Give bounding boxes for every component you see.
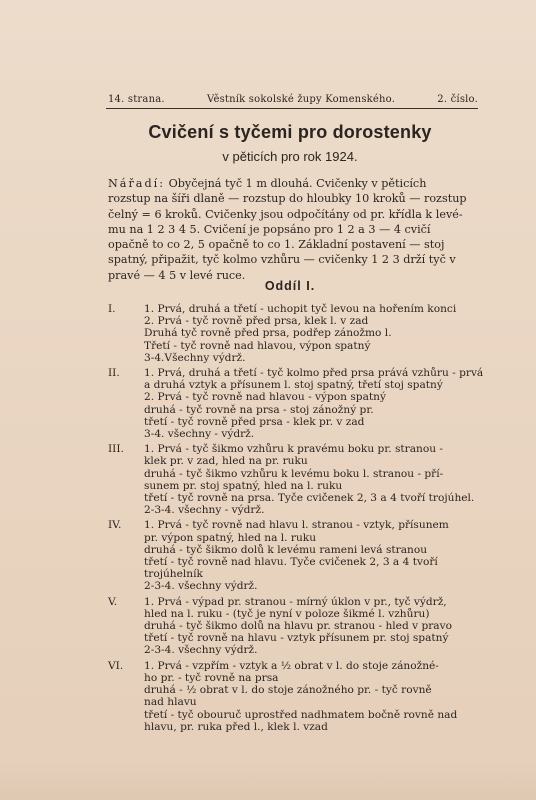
exercise-line: druhá - tyč šikmo dolů k levému rameni levá stranou: [144, 543, 428, 556]
exercise-line: 1. Prvá - tyč rovně nad hlavu l. stranou - vztyk, přísunem: [144, 519, 449, 532]
exercise-numeral: II.: [108, 367, 120, 380]
paper-edge-shading: [0, 760, 536, 800]
page-subtitle: v pěticích pro rok 1924.: [222, 149, 358, 164]
exercise-line: klek pr. v zad, hled na pr. ruku: [144, 455, 308, 468]
exercise-line: trojúhelník: [144, 568, 203, 581]
exercise-numeral: V.: [108, 595, 118, 608]
exercise-text: [144, 443, 486, 516]
exercise-item: [108, 303, 486, 364]
exercise-numeral: IV.: [108, 519, 122, 532]
exercise-line: 1. Prvá, druhá a třetí - uchopit tyč levou na hořením konci: [144, 303, 457, 315]
exercise-text: [144, 519, 486, 592]
exercise-numeral: I.: [108, 303, 116, 315]
exercise-line: druhá - ½ obrat v l. do stoje zánožného pr. - tyč rovně: [144, 684, 432, 697]
exercise-line: 3-4.Všechny výdrž.: [144, 351, 246, 364]
exercise-item: [108, 443, 486, 516]
exercise-line: 1. Prvá, druhá a třetí - tyč kolmo před prsa prává vzhůru - prvá: [144, 367, 484, 380]
exercise-line: 1. Prvá - tyč šikmo vzhůru k pravému boku pr. stranou -: [144, 443, 443, 456]
exercise-line: 2-3-4. všechny - výdrž.: [144, 504, 265, 517]
exercise-line: pr. výpon spatný, hled na l. ruku: [144, 531, 317, 544]
exercise-line: třetí - tyč obouruč uprostřed nadhmatem bočně rovně nad: [144, 708, 458, 721]
intro-line-text: Obyčejná tyč 1 m dlouhá. Cvičenky v pěticích: [168, 177, 427, 190]
exercise-line: 2. Prvá - tyč rovně nad hlavou - výpon spatný: [144, 391, 386, 404]
journal-name: Věstník sokolské župy Komenského.: [206, 94, 396, 105]
exercise-text: [144, 596, 486, 657]
exercise-line: 2-3-4. všechny výdrž.: [144, 644, 258, 657]
header-rule: [106, 108, 478, 109]
exercise-line: nad hlavu: [144, 696, 197, 709]
exercise-line: 2-3-4. všechny výdrž.: [144, 580, 258, 593]
exercise-numeral: VI.: [108, 659, 124, 672]
section-heading: Oddíl I.: [264, 279, 316, 293]
exercise-line: 1. Prvá - vzpřím - vztyk a ½ obrat v l. do stoje zánožné-: [144, 659, 439, 672]
exercise-item: [108, 367, 486, 440]
exercise-line: ho pr. - tyč rovně na prsa: [144, 671, 279, 684]
exercise-numeral: III.: [108, 443, 124, 456]
exercise-line: Druhá tyč rovně před prsa, podřep zánožmo l.: [144, 327, 392, 340]
exercise-line: 1. Prvá - výpad pr. stranou - mírný úklon v pr., tyč výdrž,: [144, 595, 447, 608]
exercise-item: [108, 519, 486, 592]
intro-line: mu na 1 2 3 4 5. Cvičení je popsáno pro 1 2 a 3 — 4 cvičí: [108, 222, 431, 236]
intro-paragraph: [108, 176, 480, 283]
exercise-line: sunem pr. stoj spatný, hled na l. ruku: [144, 479, 343, 492]
intro-line: pravé — 4 5 v levé ruce.: [108, 268, 246, 282]
exercise-line: hled na l. ruku - (tyč je nyní v poloze šikmé l. vzhůru): [144, 607, 430, 620]
intro-line: opačně to co 2, 5 opačně to co 1. Základní postavení — stoj: [108, 238, 445, 252]
intro-line: spatný, připažit, tyč kolmo vzhůru — cvičenky 1 2 3 drží tyč v: [108, 253, 456, 267]
intro-lead: Nářadí:: [108, 177, 165, 190]
intro-line: čelný = 6 kroků. Cvičenky jsou odpočítány od pr. křídla k levé-: [108, 207, 463, 221]
exercise-line: 2. Prvá - tyč rovně před prsa, klek l. v zad: [144, 315, 369, 328]
exercise-line: třetí - tyč rovně nad hlavu. Tyče cvičenek 2, 3 a 4 tvoří: [144, 556, 438, 569]
issue-number: 2. číslo.: [437, 94, 478, 105]
exercise-item: [108, 596, 486, 657]
exercise-line: hlavu, pr. ruka před l., klek l. vzad: [144, 720, 328, 733]
exercise-list: [108, 303, 486, 736]
exercise-line: druhá - tyč rovně na prsa - stoj zánožný pr.: [144, 403, 374, 416]
exercise-line: druhá - tyč šikmo vzhůru k levému boku l. stranou - pří-: [144, 467, 444, 480]
exercise-line: Třetí - tyč rovně nad hlavou, výpon spatný: [144, 339, 371, 352]
exercise-text: [144, 660, 486, 733]
intro-line: rozstup na šíři dlaně — rozstup do hloubky 10 kroků — rozstup: [108, 192, 467, 206]
exercise-line: 3-4. všechny - výdrž.: [144, 428, 255, 441]
exercise-line: třetí - tyč rovně před prsa - klek pr. v zad: [144, 415, 365, 428]
exercise-line: druhá - tyč šikmo dolů na hlavu pr. stranou - hled v pravo: [144, 620, 452, 633]
exercise-item: [108, 660, 486, 733]
exercise-line: třetí - tyč rovně na hlavu - vztyk přísunem pr. stoj spatný: [144, 632, 449, 645]
page-number: 14. strana.: [108, 94, 165, 105]
exercise-line: a druhá vztyk a přísunem l. stoj spatný, třetí stoj spatný: [144, 379, 443, 392]
exercise-text: [144, 367, 486, 440]
running-header: [108, 94, 478, 105]
page-title: Cvičení s tyčemi pro dorostenky: [148, 122, 432, 142]
exercise-line: třetí - tyč rovně na prsa. Tyče cvičenek 2, 3 a 4 tvoří trojúhel.: [144, 492, 475, 505]
intro-line: [108, 176, 480, 191]
exercise-text: [144, 303, 486, 364]
